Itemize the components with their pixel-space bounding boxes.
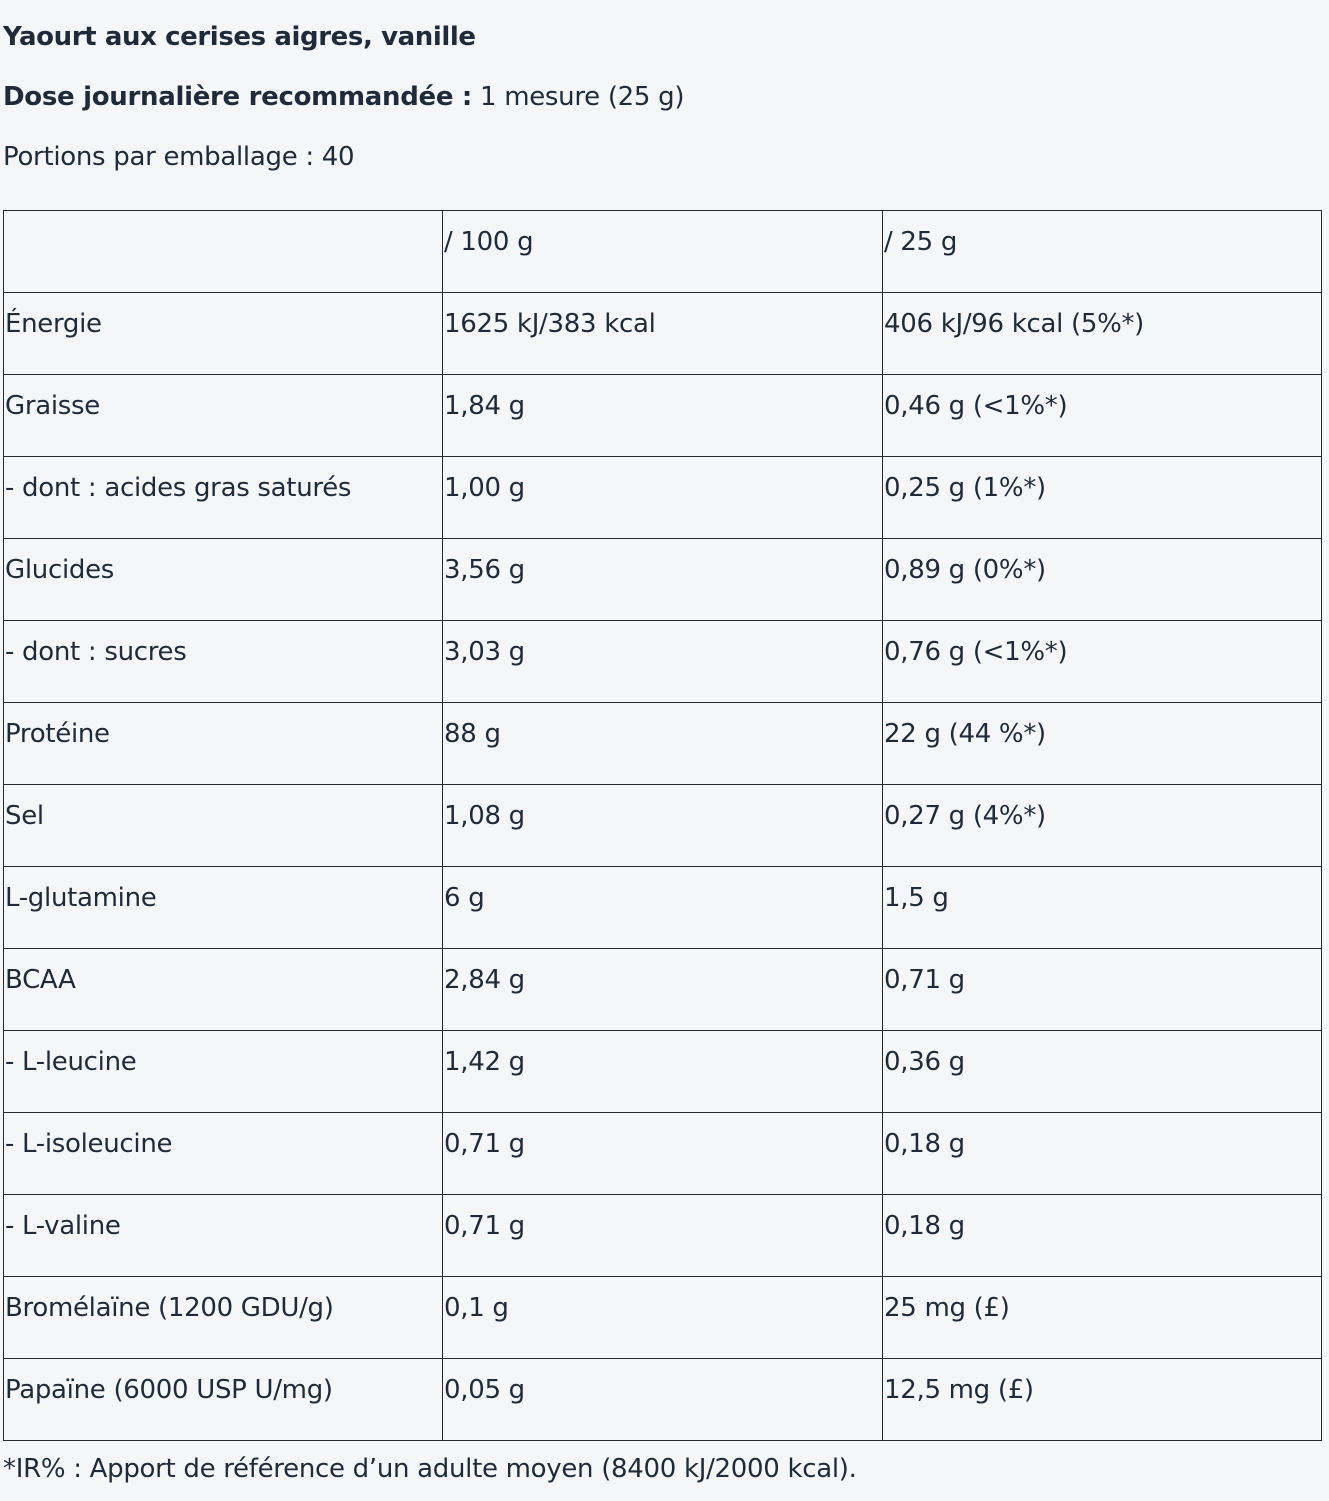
nutrient-name: Protéine [4,703,443,785]
nutrient-name: - dont : acides gras saturés [4,457,443,539]
table-row [4,1113,1322,1195]
nutrient-name: - L-isoleucine [4,1113,443,1195]
table-row [4,457,1322,539]
table-row [4,1359,1322,1441]
header-cell-nutrient [4,211,443,293]
value-per-serving: 0,46 g (<1%*) [883,375,1322,457]
nutrient-name: Glucides [4,539,443,621]
value-per-serving: 0,25 g (1%*) [883,457,1322,539]
nutrient-name: Bromélaïne (1200 GDU/g) [4,1277,443,1359]
value-per-100g: 1625 kJ/383 kcal [443,293,883,375]
value-per-100g: 3,56 g [443,539,883,621]
value-per-100g: 1,00 g [443,457,883,539]
table-row [4,703,1322,785]
nutrient-name: Papaïne (6000 USP U/mg) [4,1359,443,1441]
value-per-serving: 0,18 g [883,1113,1322,1195]
header-cell-per-100g: / 100 g [443,211,883,293]
value-per-serving: 0,89 g (0%*) [883,539,1322,621]
value-per-100g: 88 g [443,703,883,785]
value-per-serving: 1,5 g [883,867,1322,949]
value-per-100g: 1,42 g [443,1031,883,1113]
table-row [4,621,1322,703]
value-per-100g: 2,84 g [443,949,883,1031]
daily-dose [3,82,684,112]
value-per-serving: 22 g (44 %*) [883,703,1322,785]
table-row [4,785,1322,867]
value-per-serving: 0,71 g [883,949,1322,1031]
table-row [4,949,1322,1031]
table-row [4,1031,1322,1113]
value-per-100g: 0,71 g [443,1113,883,1195]
value-per-100g: 3,03 g [443,621,883,703]
value-per-100g: 6 g [443,867,883,949]
value-per-serving: 0,36 g [883,1031,1322,1113]
nutrient-name: Sel [4,785,443,867]
nutrient-name: L-glutamine [4,867,443,949]
value-per-serving: 406 kJ/96 kcal (5%*) [883,293,1322,375]
table-row [4,1277,1322,1359]
value-per-serving: 0,27 g (4%*) [883,785,1322,867]
value-per-100g: 1,84 g [443,375,883,457]
value-per-100g: 1,08 g [443,785,883,867]
nutrient-name: Graisse [4,375,443,457]
value-per-serving: 12,5 mg (£) [883,1359,1322,1441]
value-per-100g: 0,71 g [443,1195,883,1277]
header-cell-per-serving: / 25 g [883,211,1322,293]
table-row [4,1195,1322,1277]
nutrition-table [3,210,1322,1441]
servings-per-package: Portions par emballage : 40 [3,142,355,172]
table-row [4,539,1322,621]
product-title: Yaourt aux cerises aigres, vanille [3,22,476,52]
value-per-serving: 0,18 g [883,1195,1322,1277]
table-row [4,375,1322,457]
value-per-serving: 0,76 g (<1%*) [883,621,1322,703]
reference-intake-footnote: *IR% : Apport de référence d’un adulte moyen (8400 kJ/2000 kcal). [3,1454,857,1484]
daily-dose-value: 1 mesure (25 g) [472,82,685,112]
nutrient-name: - L-leucine [4,1031,443,1113]
nutrient-name: - dont : sucres [4,621,443,703]
table-row [4,867,1322,949]
nutrient-name: Énergie [4,293,443,375]
table-row [4,293,1322,375]
nutrient-name: - L-valine [4,1195,443,1277]
value-per-100g: 0,1 g [443,1277,883,1359]
daily-dose-label: Dose journalière recommandée : [3,82,473,112]
value-per-100g: 0,05 g [443,1359,883,1441]
nutrient-name: BCAA [4,949,443,1031]
value-per-serving: 25 mg (£) [883,1277,1322,1359]
table-header-row [4,211,1322,293]
